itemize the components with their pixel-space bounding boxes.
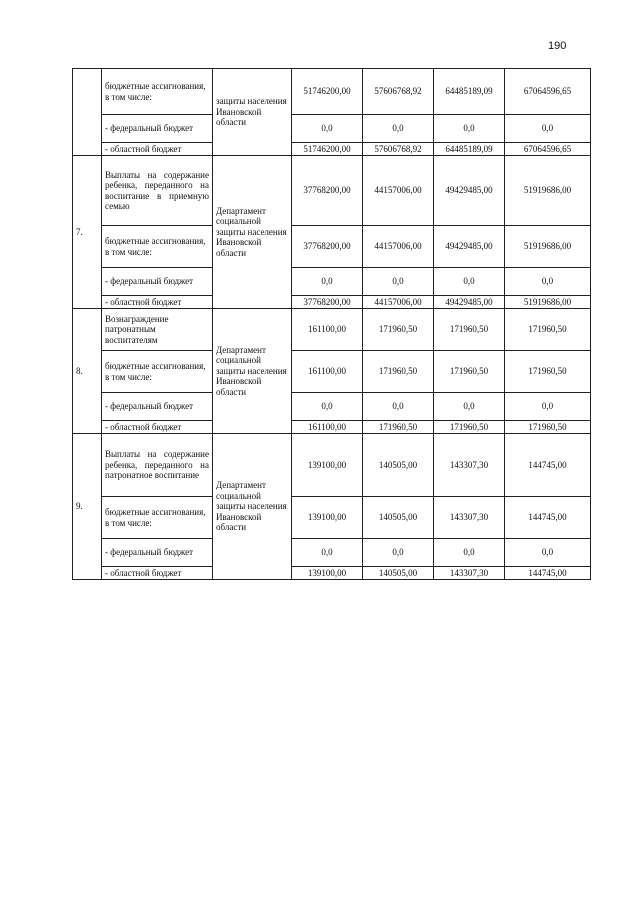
row-label: бюджетные ассигнования, в том числе: [102, 69, 213, 115]
value-cell: 0,0 [363, 393, 434, 421]
value-cell: 171960,50 [363, 309, 434, 351]
value-cell: 44157006,00 [363, 296, 434, 309]
value-cell: 44157006,00 [363, 156, 434, 226]
department-cell: защиты населения Ивановской области [213, 69, 292, 156]
value-cell: 0,0 [292, 539, 363, 567]
value-cell: 144745,00 [505, 434, 591, 497]
row-label: - федеральный бюджет [102, 393, 213, 421]
value-cell: 0,0 [505, 393, 591, 421]
value-cell: 49429485,00 [434, 156, 505, 226]
value-cell: 0,0 [434, 393, 505, 421]
department-cell: Департамент социальной защиты населения Ивановской области [213, 156, 292, 309]
value-cell: 139100,00 [292, 567, 363, 580]
value-cell: 67064596,65 [505, 69, 591, 115]
value-cell: 171960,50 [363, 351, 434, 393]
value-cell: 144745,00 [505, 567, 591, 580]
department-cell: Департамент социальной защиты населения Ивановской области [213, 309, 292, 434]
value-cell: 171960,50 [363, 421, 434, 434]
row-label: - областной бюджет [102, 143, 213, 156]
value-cell: 143307,30 [434, 567, 505, 580]
department-cell: Департамент социальной защиты населения Ивановской области [213, 434, 292, 580]
value-cell: 143307,30 [434, 434, 505, 497]
row-label: - областной бюджет [102, 421, 213, 434]
value-cell: 171960,50 [505, 351, 591, 393]
value-cell: 140505,00 [363, 434, 434, 497]
value-cell: 51919686,00 [505, 226, 591, 268]
table-row [73, 143, 591, 156]
value-cell: 0,0 [434, 539, 505, 567]
page-number: 190 [548, 40, 567, 52]
value-cell: 0,0 [292, 393, 363, 421]
row-number-cell [73, 69, 102, 156]
value-cell: 171960,50 [434, 309, 505, 351]
row-label: бюджетные ассигнования, в том числе: [102, 226, 213, 268]
table-row [73, 497, 591, 539]
value-cell: 51919686,00 [505, 296, 591, 309]
value-cell: 37768200,00 [292, 156, 363, 226]
value-cell: 0,0 [363, 115, 434, 143]
value-cell: 0,0 [434, 268, 505, 296]
row-label: - федеральный бюджет [102, 268, 213, 296]
value-cell: 51746200,00 [292, 143, 363, 156]
value-cell: 171960,50 [434, 421, 505, 434]
table-row [73, 309, 591, 351]
value-cell: 0,0 [505, 115, 591, 143]
value-cell: 161100,00 [292, 421, 363, 434]
value-cell: 139100,00 [292, 434, 363, 497]
budget-table [72, 68, 591, 580]
value-cell: 0,0 [505, 268, 591, 296]
value-cell: 37768200,00 [292, 226, 363, 268]
row-label: бюджетные ассигнования, в том числе: [102, 351, 213, 393]
value-cell: 67064596,65 [505, 143, 591, 156]
table-row [73, 268, 591, 296]
value-cell: 0,0 [363, 539, 434, 567]
value-cell: 0,0 [363, 268, 434, 296]
value-cell: 51919686,00 [505, 156, 591, 226]
row-label: - федеральный бюджет [102, 539, 213, 567]
row-number-cell: 7. [73, 156, 102, 309]
value-cell: 37768200,00 [292, 296, 363, 309]
value-cell: 144745,00 [505, 497, 591, 539]
value-cell: 139100,00 [292, 497, 363, 539]
value-cell: 161100,00 [292, 309, 363, 351]
table-row [73, 421, 591, 434]
value-cell: 171960,50 [505, 309, 591, 351]
value-cell: 57606768,92 [363, 69, 434, 115]
value-cell: 140505,00 [363, 497, 434, 539]
value-cell: 49429485,00 [434, 296, 505, 309]
value-cell: 0,0 [292, 115, 363, 143]
row-label: Выплаты на содержание ребенка, переданного на патронатное воспитание [102, 434, 213, 497]
table-row [73, 69, 591, 115]
value-cell: 171960,50 [505, 421, 591, 434]
row-number-cell: 8. [73, 309, 102, 434]
row-label: бюджетные ассигнования, в том числе: [102, 497, 213, 539]
row-label: - федеральный бюджет [102, 115, 213, 143]
table-row [73, 567, 591, 580]
value-cell: 143307,30 [434, 497, 505, 539]
value-cell: 51746200,00 [292, 69, 363, 115]
table-row [73, 226, 591, 268]
value-cell: 161100,00 [292, 351, 363, 393]
value-cell: 64485189,09 [434, 69, 505, 115]
row-label: Выплаты на содержание ребенка, переданного на воспитание в приемную семью [102, 156, 213, 226]
value-cell: 49429485,00 [434, 226, 505, 268]
table-row [73, 434, 591, 497]
value-cell: 44157006,00 [363, 226, 434, 268]
row-number-cell: 9. [73, 434, 102, 580]
row-label: - областной бюджет [102, 296, 213, 309]
table-row [73, 393, 591, 421]
row-label: Вознаграждение патронатным воспитателям [102, 309, 213, 351]
value-cell: 140505,00 [363, 567, 434, 580]
value-cell: 0,0 [292, 268, 363, 296]
value-cell: 0,0 [434, 115, 505, 143]
value-cell: 64485189,09 [434, 143, 505, 156]
table-row [73, 296, 591, 309]
value-cell: 57606768,92 [363, 143, 434, 156]
row-label: - областной бюджет [102, 567, 213, 580]
value-cell: 0,0 [505, 539, 591, 567]
table-row [73, 115, 591, 143]
table-row [73, 539, 591, 567]
table-row [73, 156, 591, 226]
table-row [73, 351, 591, 393]
value-cell: 171960,50 [434, 351, 505, 393]
